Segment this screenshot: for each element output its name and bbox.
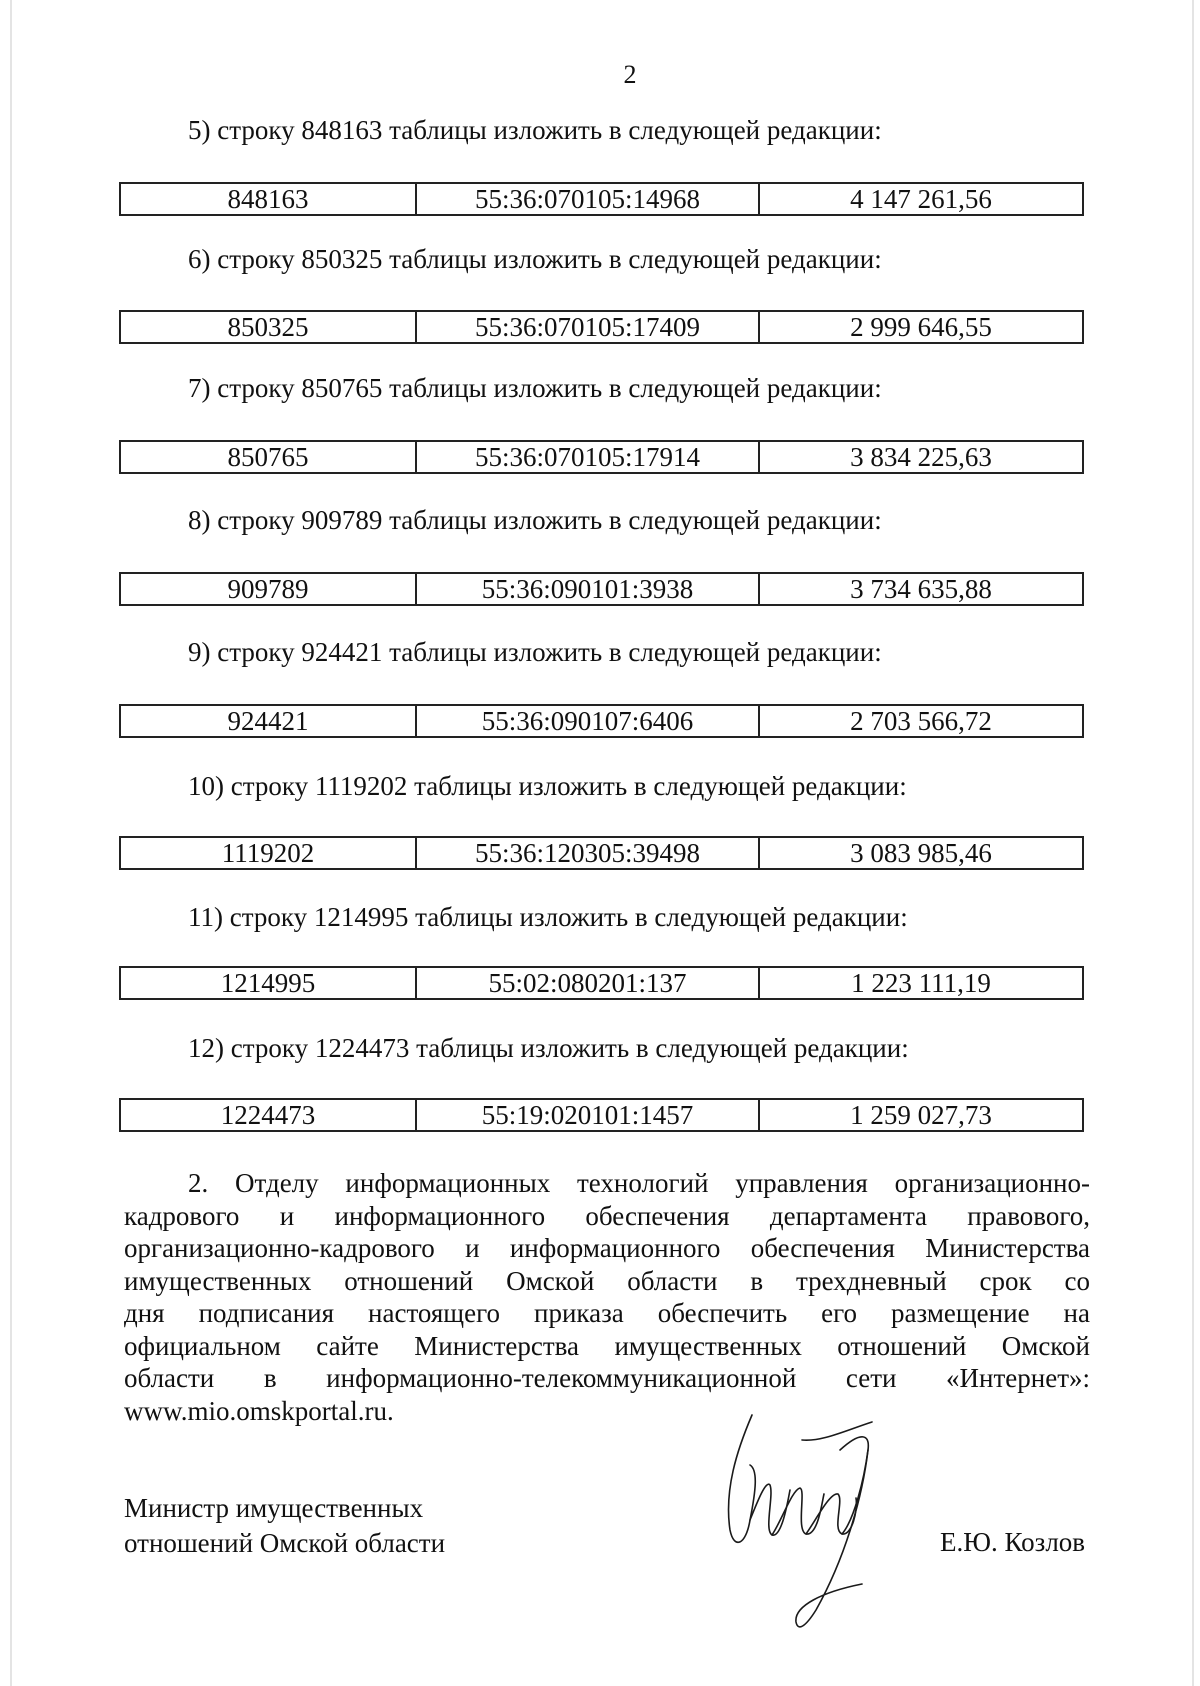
- row-code: 1119202: [121, 838, 417, 868]
- row-cadastral-number: 55:19:020101:1457: [417, 1100, 760, 1130]
- handwritten-signature: [712, 1410, 892, 1640]
- row-cadastral-number: 55:36:120305:39498: [417, 838, 760, 868]
- row-cadastral-number: 55:36:070105:17409: [417, 312, 760, 342]
- table-row: [119, 440, 1084, 474]
- paragraph-line: организационно-кадрового и информационного обеспечения Министерства: [124, 1233, 1090, 1263]
- item-heading: 6) строку 850325 таблицы изложить в следующей редакции:: [188, 244, 882, 274]
- row-code: 924421: [121, 706, 417, 736]
- row-value: 1 223 111,19: [851, 967, 991, 998]
- item-heading: 9) строку 924421 таблицы изложить в следующей редакции:: [188, 637, 882, 667]
- paragraph-line: 2. Отделу информационных технологий управления организационно-: [188, 1168, 1090, 1198]
- table-row: [119, 1098, 1084, 1132]
- row-cadastral-number: 55:36:070105:14968: [417, 184, 760, 214]
- table-row: [119, 182, 1084, 216]
- row-code: 1224473: [121, 1100, 417, 1130]
- paragraph-2: [124, 1167, 1090, 1427]
- signer-name: Е.Ю. Козлов: [940, 1527, 1086, 1557]
- row-value: 2 999 646,55: [850, 311, 992, 342]
- paragraph-line: имущественных отношений Омской области в трехдневный срок со: [124, 1265, 1090, 1296]
- row-cadastral-number: 55:36:090101:3938: [417, 574, 760, 604]
- row-value: 3 734 635,88: [850, 573, 992, 604]
- website-url: www.mio.omskportal.ru.: [124, 1395, 394, 1426]
- row-value: 3 083 985,46: [850, 837, 992, 868]
- signer-position: [124, 1491, 445, 1561]
- item-heading: 10) строку 1119202 таблицы изложить в следующей редакции:: [188, 771, 907, 801]
- item-heading: 5) строку 848163 таблицы изложить в следующей редакции:: [188, 115, 882, 145]
- table-row: [119, 310, 1084, 344]
- row-value: 2 703 566,72: [850, 705, 992, 736]
- row-value: 3 834 225,63: [850, 441, 992, 472]
- item-heading: 11) строку 1214995 таблицы изложить в следующей редакции:: [188, 902, 908, 932]
- signer-position-line: Министр имущественных: [124, 1493, 424, 1523]
- row-code: 850765: [121, 442, 417, 472]
- row-cadastral-number: 55:36:070105:17914: [417, 442, 760, 472]
- row-value: 4 147 261,56: [850, 183, 992, 214]
- scan-edge-left: [10, 0, 12, 1686]
- row-code: 1214995: [121, 968, 417, 998]
- row-code: 909789: [121, 574, 417, 604]
- paragraph-line: официальном сайте Министерства имущественных отношений Омской: [124, 1330, 1090, 1361]
- signer-position-line: отношений Омской области: [124, 1528, 446, 1558]
- paragraph-line: кадрового и информационного обеспечения департамента правового,: [124, 1200, 1090, 1231]
- table-row: [119, 966, 1084, 1000]
- item-heading: 12) строку 1224473 таблицы изложить в следующей редакции:: [188, 1033, 909, 1063]
- table-row: [119, 572, 1084, 606]
- paragraph-line: области в информационно-телекоммуникационной сети «Интернет»:: [124, 1363, 1090, 1393]
- row-cadastral-number: 55:36:090107:6406: [417, 706, 760, 736]
- page-number: 2: [623, 60, 637, 89]
- row-cadastral-number: 55:02:080201:137: [417, 968, 760, 998]
- row-value: 1 259 027,73: [850, 1099, 992, 1130]
- row-code: 848163: [121, 184, 417, 214]
- table-row: [119, 836, 1084, 870]
- row-code: 850325: [121, 312, 417, 342]
- item-heading: 7) строку 850765 таблицы изложить в следующей редакции:: [188, 373, 882, 403]
- scan-edge-right: [1192, 0, 1194, 1686]
- paragraph-line: дня подписания настоящего приказа обеспечить его размещение на: [124, 1298, 1090, 1328]
- table-row: [119, 704, 1084, 738]
- item-heading: 8) строку 909789 таблицы изложить в следующей редакции:: [188, 505, 882, 535]
